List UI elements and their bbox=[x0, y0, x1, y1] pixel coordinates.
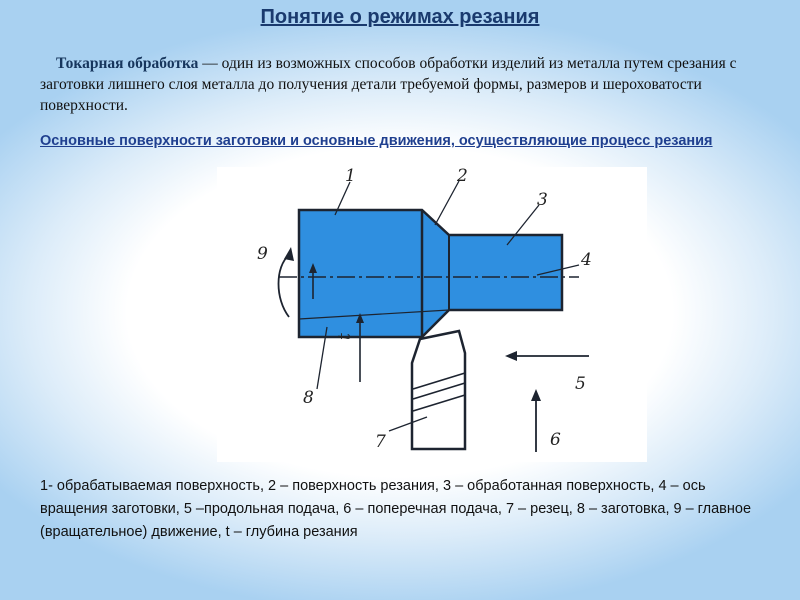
label-4: 4 bbox=[581, 250, 592, 270]
rotation-arrowhead bbox=[284, 247, 294, 261]
rotation-arrow bbox=[279, 255, 290, 317]
intro-paragraph bbox=[40, 53, 770, 116]
label-7: 7 bbox=[375, 432, 386, 452]
label-5: 5 bbox=[575, 374, 586, 394]
section-subheading: Основные поверхности заготовки и основные движения, осуществляющие процесс резания bbox=[40, 133, 713, 149]
leader-2 bbox=[435, 181, 459, 225]
diagram-legend: 1- обрабатываемая поверхность, 2 – поверхность резания, 3 – обработанная поверхность, 4 – ось вращения заготовки, 5 –продольная подача, 6 – поперечная подача, 7 – резец, 8 – заготовка, 9 – главное (вращательное) движение, t – глубина резания bbox=[40, 478, 752, 540]
workpiece-body bbox=[299, 210, 562, 337]
label-9: 9 bbox=[257, 244, 268, 264]
cutting-tool bbox=[412, 331, 465, 449]
label-6: 6 bbox=[550, 430, 561, 450]
label-3: 3 bbox=[537, 190, 548, 210]
turning-diagram bbox=[217, 167, 647, 462]
slide-title: Понятие о режимах резания bbox=[260, 6, 540, 28]
cross-feed-arrowhead bbox=[531, 389, 541, 401]
label-1: 1 bbox=[345, 167, 356, 186]
label-t: t bbox=[335, 333, 355, 340]
longitudinal-feed-arrowhead bbox=[505, 351, 517, 361]
intro-text: — один из возможных способов обработки изделий из металла путем срезания с заготовки лишнего слоя металла до получения детали требуемой формы, размеров и шероховатости поверхности. bbox=[40, 55, 737, 114]
label-8: 8 bbox=[303, 388, 314, 408]
turning-diagram-svg bbox=[217, 167, 647, 462]
intro-term: Токарная обработка bbox=[56, 55, 199, 72]
label-2: 2 bbox=[457, 167, 468, 186]
